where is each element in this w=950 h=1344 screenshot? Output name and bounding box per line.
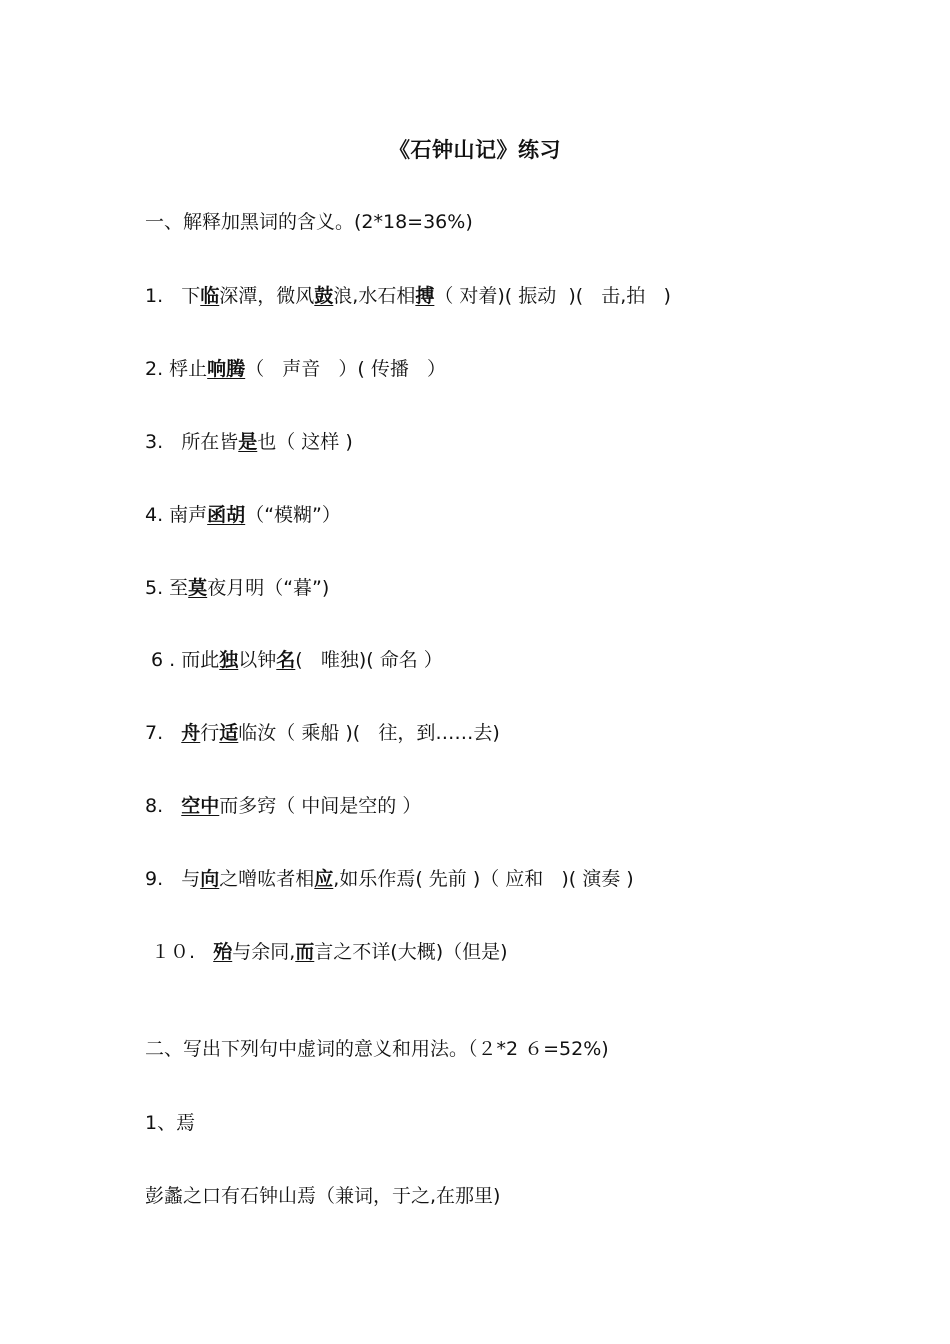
- highlighted-word: 临: [200, 285, 220, 307]
- item-text: 浪,水石相: [333, 285, 416, 307]
- highlighted-word: 适: [219, 722, 239, 744]
- item-text: 1. 下: [145, 285, 201, 307]
- item-8: [145, 791, 421, 821]
- highlighted-word: 向: [200, 868, 220, 890]
- item-text: ,如乐作焉( 先前 )（ 应和 )( 演奏 ): [333, 868, 634, 890]
- item-10: [145, 937, 508, 967]
- item-text: 3. 所在皆: [145, 431, 239, 453]
- highlighted-word: 空中: [181, 795, 220, 817]
- highlighted-word: 莫: [188, 577, 208, 599]
- item-text: （ 声音 ）( 传播 ）: [245, 358, 446, 380]
- highlighted-word: 而: [295, 941, 315, 963]
- item-text: 8.: [145, 795, 182, 817]
- item-text: 7.: [145, 722, 182, 744]
- item-2: [145, 354, 446, 384]
- highlighted-word: 鼓: [314, 285, 334, 307]
- item-text: 与余同,: [232, 941, 296, 963]
- item-5: [145, 573, 329, 603]
- item-text: 以钟: [238, 649, 277, 671]
- item-7: [145, 718, 500, 748]
- highlighted-word: 名: [276, 649, 296, 671]
- item-4: [145, 500, 341, 530]
- item-9: [145, 864, 634, 894]
- item-text: （ 对着)( 振动 )( 击,拍 ): [434, 285, 671, 307]
- item-text: 9. 与: [145, 868, 201, 890]
- highlighted-word: 舟: [181, 722, 201, 744]
- highlighted-word: 响腾: [207, 358, 246, 380]
- highlighted-word: 是: [238, 431, 258, 453]
- item-text: 2. 桴止: [145, 358, 208, 380]
- item-text: 之噌吰者相: [219, 868, 315, 890]
- section2-sub1: 1、焉: [145, 1112, 196, 1134]
- item-text: 而多窍（ 中间是空的 ）: [219, 795, 422, 817]
- item-text: 5. 至: [145, 577, 189, 599]
- section2-heading: 二、写出下列句中虚词的意义和用法。（２*2 ６=52%): [145, 1038, 609, 1060]
- section1-heading: 一、解释加黑词的含义。(2*18=36%): [145, 211, 473, 233]
- item-text: 也（ 这样 ): [257, 431, 353, 453]
- highlighted-word: 应: [314, 868, 334, 890]
- item-3: [145, 427, 353, 457]
- item-text: 4. 南声: [145, 504, 208, 526]
- item-1: [145, 281, 671, 311]
- section2-example1: 彭蠡之口有石钟山焉（兼词，于之,在那里): [145, 1185, 501, 1207]
- item-6: [145, 645, 443, 675]
- item-text: １０.: [145, 941, 214, 963]
- highlighted-word: 搏: [415, 285, 435, 307]
- item-text: ( 唯独)( 命名 ）: [295, 649, 443, 671]
- page-title: 《石钟山记》练习: [389, 138, 561, 162]
- highlighted-word: 函胡: [207, 504, 246, 526]
- item-text: 行: [200, 722, 220, 744]
- highlighted-word: 殆: [213, 941, 233, 963]
- item-text: 言之不详(大概)（但是): [314, 941, 508, 963]
- item-text: 临汝（ 乘船 )( 往，到……去): [238, 722, 500, 744]
- item-text: 夜月明（“暮”): [207, 577, 330, 599]
- item-text: 6 . 而此: [145, 649, 220, 671]
- highlighted-word: 独: [219, 649, 239, 671]
- item-text: 深潭，微风: [219, 285, 315, 307]
- item-text: （“模糊”）: [245, 504, 341, 526]
